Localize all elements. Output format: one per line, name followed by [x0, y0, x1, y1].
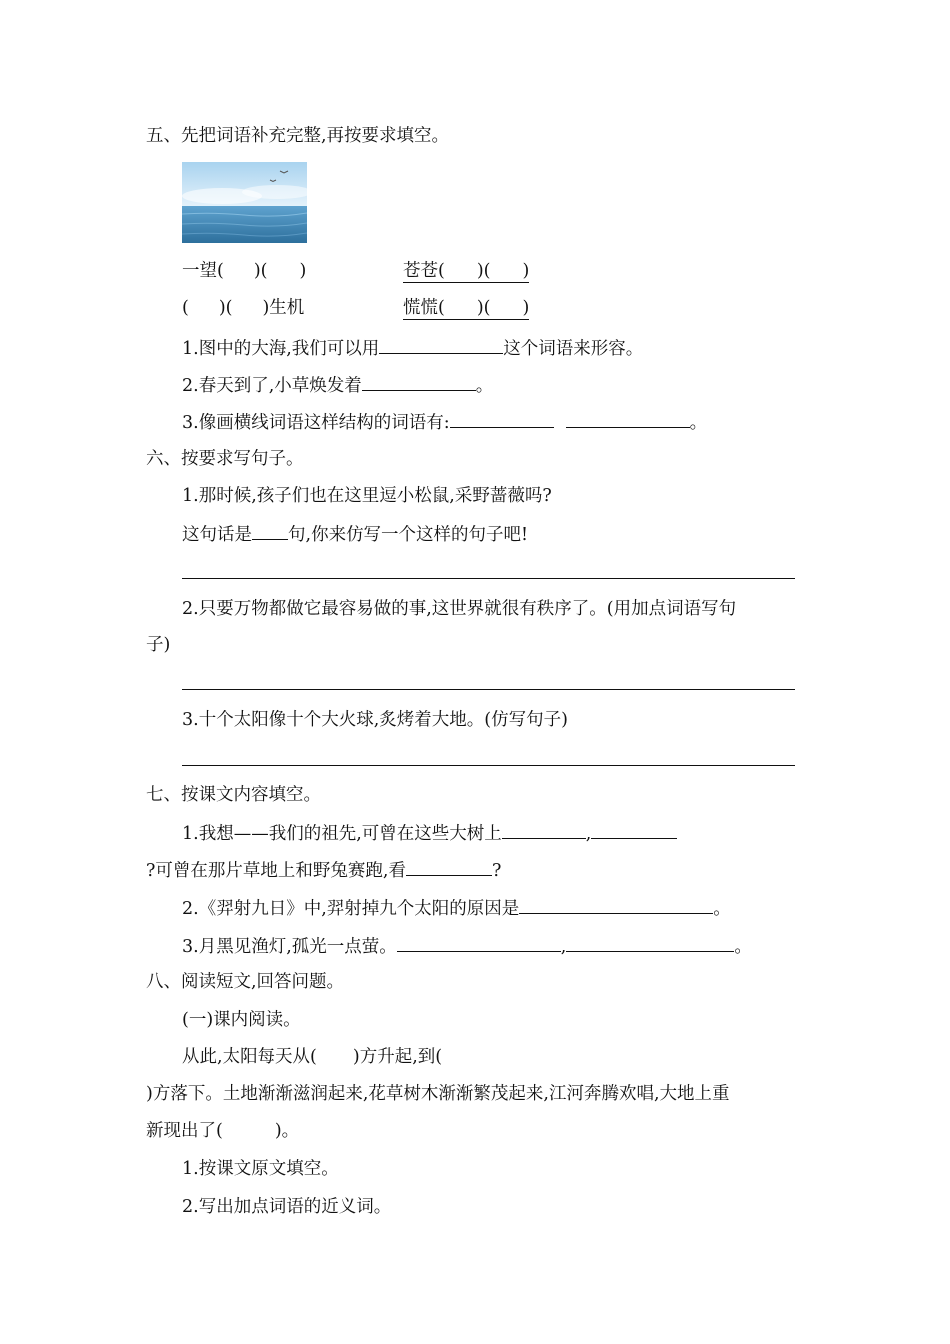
section-5-heading: 五、先把词语补充完整,再按要求填空。	[146, 126, 450, 146]
q7-blank-3a[interactable]	[397, 933, 561, 952]
q5-item-2: 2.春天到了,小草焕发着 。	[182, 372, 493, 398]
q5-blank-2[interactable]	[362, 372, 476, 391]
word-shengji: ( )( )生机	[182, 298, 305, 318]
q7-item-3: 3.月黑见渔灯,孤光一点萤。 , 。	[182, 933, 752, 959]
q6-item-1: 1.那时候,孩子们也在这里逗小松鼠,采野蔷薇吗?	[182, 486, 552, 506]
word-huanghuang: 慌慌( )( )	[403, 298, 530, 318]
sea-photo-icon	[182, 162, 307, 243]
q8-passage-line2: )方落下。土地渐渐滋润起来,花草树木渐渐繁茂起来,江河奔腾欢唱,大地上重	[146, 1084, 730, 1104]
section-7-heading: 七、按课文内容填空。	[146, 785, 321, 805]
q7-blank-1b[interactable]	[591, 820, 677, 839]
q5-blank-3a[interactable]	[450, 409, 554, 428]
section-8-heading: 八、阅读短文,回答问题。	[146, 972, 345, 992]
q8-task-2: 2.写出加点词语的近义词。	[182, 1197, 392, 1217]
q6-item-2-line1: 2.只要万物都做它最容易做的事,这世界就很有秩序了。(用加点词语写句	[182, 599, 737, 619]
q8-task-1: 1.按课文原文填空。	[182, 1159, 339, 1179]
q8-passage-line3: 新现出了( )。	[146, 1121, 300, 1141]
word-cangcang: 苍苍( )( )	[403, 261, 530, 281]
sea-photo-graphic	[182, 162, 307, 243]
q6-item-2-line2: 子)	[146, 635, 171, 655]
answer-line-1[interactable]	[182, 578, 795, 579]
q5-blank-3b[interactable]	[566, 409, 690, 428]
q7-blank-1a[interactable]	[502, 820, 586, 839]
q6-item-1b: 这句话是 句,你来仿写一个这样的句子吧!	[182, 521, 528, 547]
q7-blank-1c[interactable]	[406, 857, 492, 876]
q6-blank-1[interactable]	[252, 521, 288, 540]
q7-blank-3b[interactable]	[566, 933, 734, 952]
section-6-heading: 六、按要求写句子。	[146, 449, 304, 469]
q5-item-1: 1.图中的大海,我们可以用 这个词语来形容。	[182, 335, 643, 361]
q7-blank-2[interactable]	[519, 895, 713, 914]
q5-blank-1[interactable]	[379, 335, 503, 354]
answer-line-2[interactable]	[182, 689, 795, 690]
word-yiwang: 一望( )( )	[182, 261, 307, 281]
q7-item-2: 2.《羿射九日》中,羿射掉九个太阳的原因是 。	[182, 895, 731, 921]
q8-subheading: (一)课内阅读。	[182, 1010, 301, 1030]
q5-item-3: 3.像画横线词语这样结构的词语有: 。	[182, 409, 707, 435]
answer-line-3[interactable]	[182, 765, 795, 766]
q8-passage-line1: 从此,太阳每天从( )方升起,到(	[182, 1047, 443, 1067]
q7-item-1-line2: ?可曾在那片草地上和野兔赛跑,看 ?	[146, 857, 501, 883]
q7-item-1: 1.我想——我们的祖先,可曾在这些大树上 ,	[182, 820, 677, 846]
q6-item-3: 3.十个太阳像十个大火球,炙烤着大地。(仿写句子)	[182, 710, 568, 730]
